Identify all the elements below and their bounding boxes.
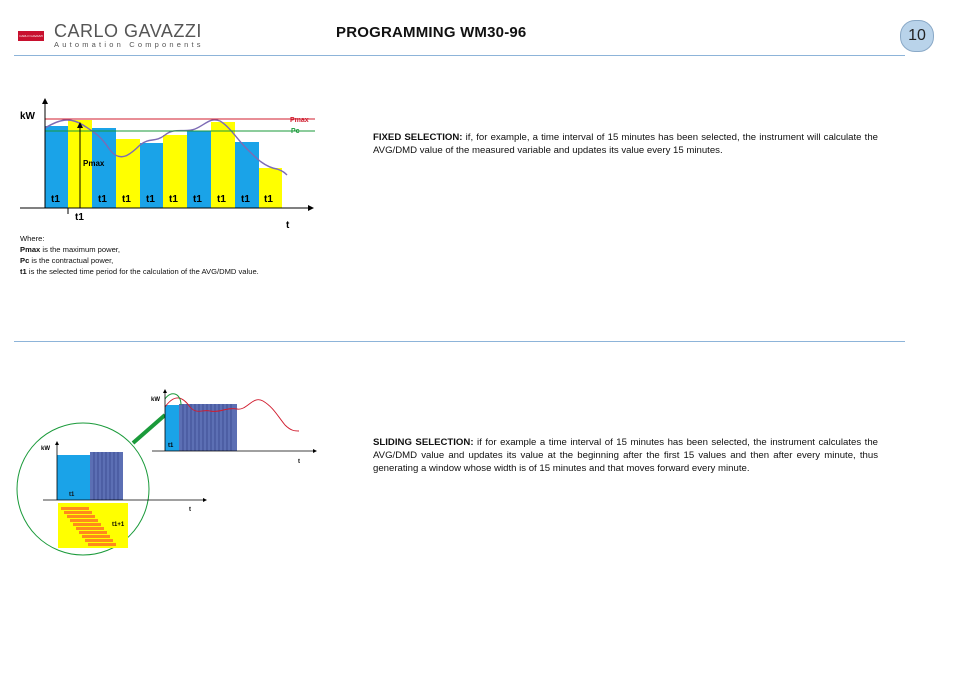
pmax-line-label: Pmax xyxy=(290,117,309,124)
pmax-arrow-label: Pmax xyxy=(83,159,105,168)
zoom-window-label: t1 xyxy=(168,443,174,449)
chart-legend xyxy=(20,233,259,277)
zoom-x-axis-label: t xyxy=(298,459,300,465)
fixed-selection-chart xyxy=(15,95,325,235)
small-y-axis-label: kW xyxy=(41,446,50,452)
y-axis-label: kW xyxy=(20,111,35,122)
sliding-selection-paragraph xyxy=(373,436,878,476)
legend-t1: t1 is the selected time period for the calculation of the AVG/DMD value. xyxy=(20,267,259,276)
bar-label: t1 xyxy=(193,194,202,205)
x-axis-label: t xyxy=(286,220,290,231)
zoom-connector xyxy=(133,415,165,443)
bar-label: t1 xyxy=(217,194,226,205)
fixed-selection-label: FIXED SELECTION: xyxy=(373,132,463,143)
bar-label: t1 xyxy=(122,194,131,205)
small-x-axis-label: t xyxy=(189,507,191,513)
sliding-selection-text: if for example a time interval of 15 minutes has been selected, the instrument calculates the AVG/DMD value and updates its value at the beginning after the first 15 values and then after every minute, thus generating a window whose width is of 15 minutes and that moves forward every minute. xyxy=(373,437,879,475)
brand-tagline: Automation Components xyxy=(54,40,204,49)
interval-label: t1 xyxy=(75,212,84,223)
bar-label: t1 xyxy=(51,194,60,205)
fixed-selection-paragraph xyxy=(373,131,878,157)
bar-label: t1 xyxy=(241,194,250,205)
bar-label: t1 xyxy=(169,194,178,205)
brand-name: CARLO GAVAZZI xyxy=(54,21,202,41)
pc-line-label: Pc xyxy=(291,128,300,135)
sliding-selection-chart xyxy=(15,385,330,570)
bar-label: t1 xyxy=(146,194,155,205)
logo-mark-text: CARLO GAVAZZI xyxy=(19,34,43,38)
legend-pmax: Pmax is the maximum power, xyxy=(20,245,121,254)
page-number-badge: 10 xyxy=(900,20,934,52)
window-label: t1 xyxy=(69,492,75,498)
bar-label: t1 xyxy=(264,194,273,205)
header-divider xyxy=(14,55,905,56)
zoom-y-axis-label: kW xyxy=(151,397,160,403)
legend-pc: Pc is the contractual power, xyxy=(20,256,114,265)
section-divider xyxy=(14,341,905,342)
fixed-selection-text: if, for example, a time interval of 15 minutes has been selected, the instrument will calculate the AVG/DMD value of the measured variable and updates its value every 15 minutes. xyxy=(373,132,878,157)
legend-where: Where: xyxy=(20,234,45,243)
bar-label: t1 xyxy=(98,194,107,205)
page-title: PROGRAMMING WM30-96 xyxy=(336,24,527,41)
logo-mark xyxy=(18,31,44,41)
shift-label: t1+1 xyxy=(112,522,125,528)
sliding-selection-label: SLIDING SELECTION: xyxy=(373,437,474,448)
